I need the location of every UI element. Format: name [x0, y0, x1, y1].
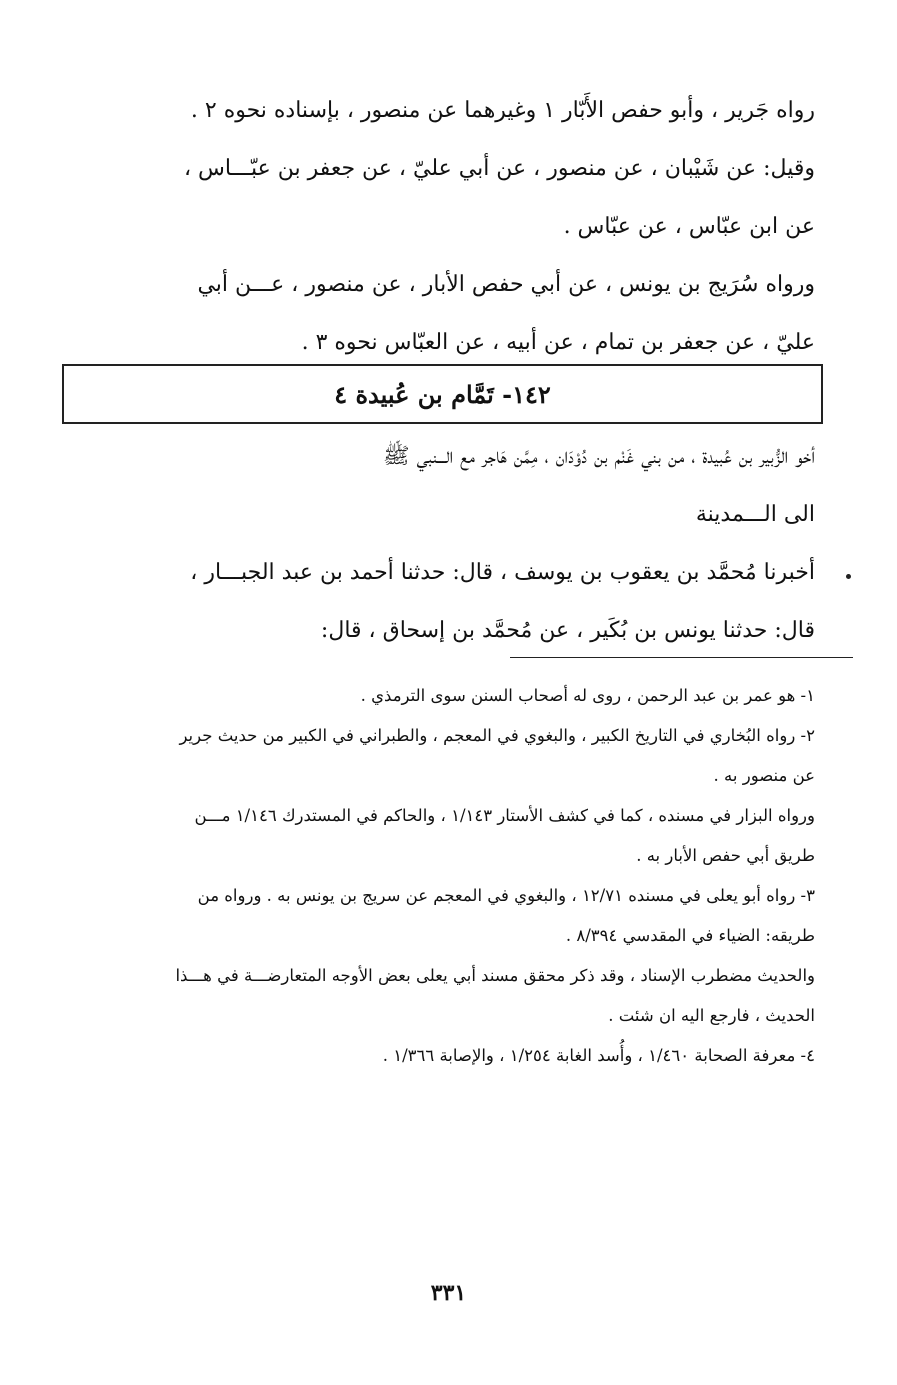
footnote-line: ٣- رواه أبو يعلى في مسنده ١٢/٧١ ، والبغوي في المعجم عن سريج بن يونس به . ورواه من [197, 886, 815, 905]
footnote-line: الحديث ، فارجع اليه ان شئت . [608, 1006, 815, 1025]
main-text-top [70, 82, 815, 372]
text-line: ورواه سُرَيج بن يونس ، عن أبي حفص الأبار ، عن منصور ، عـــن أبي [197, 272, 815, 297]
footnote-line: طريق أبي حفص الأبار به . [636, 846, 815, 865]
text-line: الى الـــمدينة [695, 502, 815, 527]
text-line: وقيل: عن شَيْبان ، عن منصور ، عن أبي عليّ ، عن جعفر بن عبّـــاس ، [183, 156, 815, 181]
footnote-line: ورواه البزار في مسنده ، كما في كشف الأستار ١/١٤٣ ، والحاكم في المستدرك ١/١٤٦ مـــن [194, 806, 815, 825]
text-line: عليّ ، عن جعفر بن تمام ، عن أبيه ، عن العبّاس نحوه ٣ . [301, 330, 815, 355]
footnote-line: عن منصور به . [713, 766, 815, 785]
footnote-line: ٢- رواه البُخاري في التاريخ الكبير ، والبغوي في المعجم ، والطبراني في الكبير من حديث جرير [179, 726, 815, 745]
text-line: عن ابن عبّاس ، عن عبّاس . [563, 214, 815, 239]
section-title-box [62, 364, 823, 424]
margin-dot [846, 574, 851, 579]
text-line: رواه جَرير ، وأبو حفص الأَبّار ١ وغيرهما عن منصور ، بإسناده نحوه ٢ . [190, 98, 815, 123]
footnote-line: والحديث مضطرب الإسناد ، وقد ذكر محقق مسند أبي يعلى بعض الأوجه المتعارضـــة في هـــذا [175, 966, 815, 985]
footnote-divider [510, 657, 853, 658]
footnote-line: طريقه: الضياء في المقدسي ٨/٣٩٤ . [565, 926, 815, 945]
text-line: أخو الزُّبير بن عُبيدة ، من بني غَنْم بن دُوْدَان ، مِمَّن هَاجر مع الـــنبي ﷺ [383, 444, 815, 469]
footnote-line: ١- هو عمر بن عبد الرحمن ، روى له أصحاب السنن سوى الترمذي . [360, 686, 815, 705]
text-line: قال: حدثنا يونس بن بُكَير ، عن مُحمَّد بن إسحاق ، قال: [320, 618, 815, 643]
text-line: أخبرنا مُحمَّد بن يعقوب بن يوسف ، قال: حدثنا أحمد بن عبد الجبـــار ، [190, 560, 815, 585]
page-number: ٣٣١ [430, 1280, 467, 1306]
section-title: ١٤٢- تَمَّام بن عُبيدة ٤ [334, 379, 551, 409]
footnote-line: ٤- معرفة الصحابة ١/٤٦٠ ، وأُسد الغابة ١/٢٥٤ ، والإصابة ١/٣٦٦ . [382, 1046, 815, 1065]
main-text-bottom [70, 428, 815, 660]
footnotes [72, 676, 815, 1076]
